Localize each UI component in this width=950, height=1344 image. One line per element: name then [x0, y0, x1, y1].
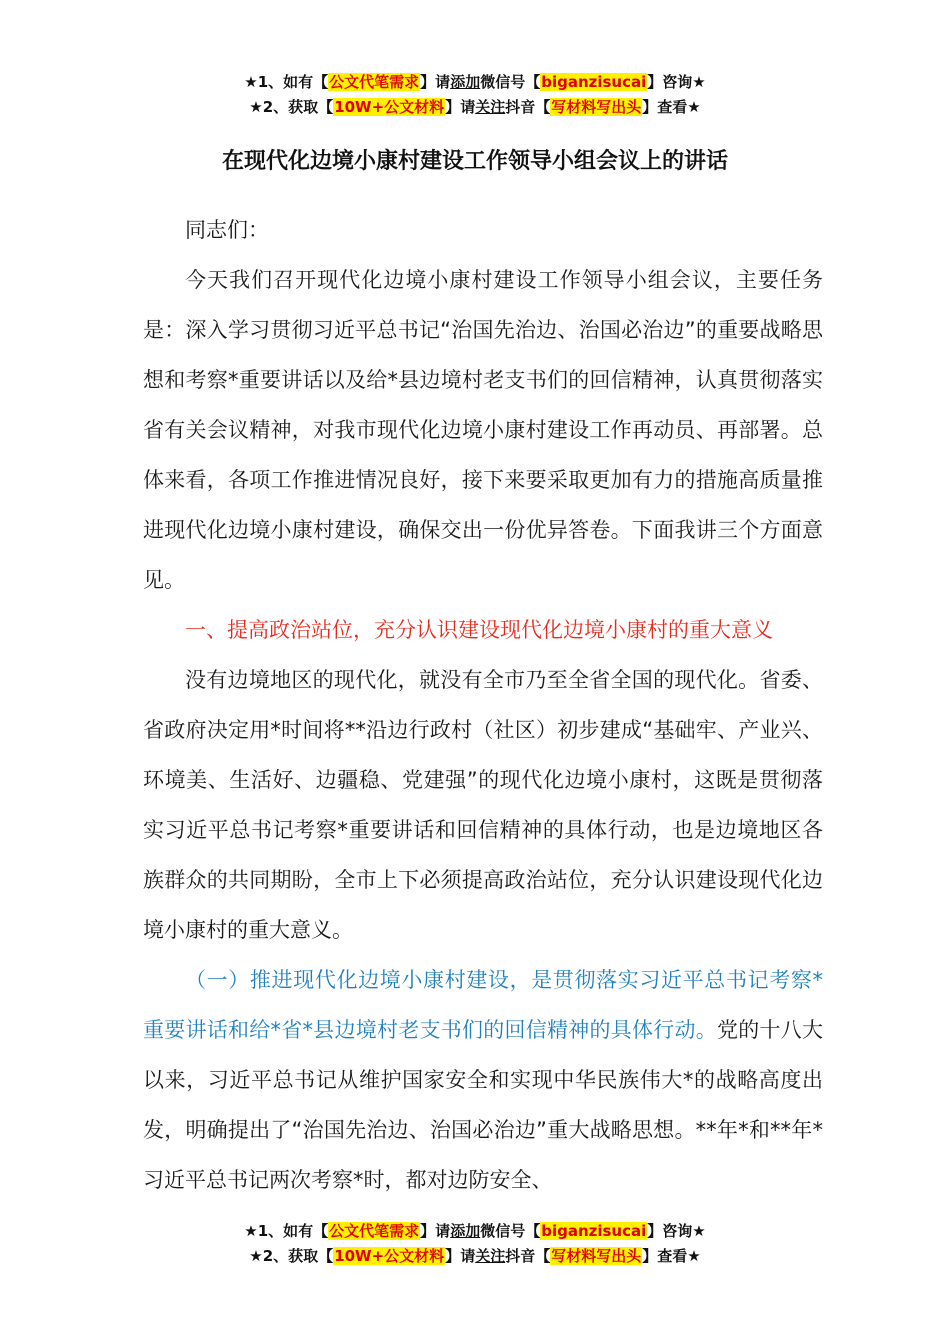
banner-line-1: ★1、如有【公文代笔需求】请添加微信号【biganzisucai】咨询★: [244, 1222, 706, 1240]
banner-line-2: ★2、获取【10W+公文材料】请关注抖音【写材料写出头】查看★: [249, 1247, 701, 1265]
banner-line-2: ★2、获取【10W+公文材料】请关注抖音【写材料写出头】查看★: [249, 98, 701, 116]
bottom-banner: [0, 1219, 950, 1269]
intro-paragraph: 今天我们召开现代化边境小康村建设工作领导小组会议，主要任务是：深入学习贯彻习近平总书记“治国先治边、治国必治边”的重要战略思想和考察*重要讲话以及给*县边境村老支书们的回信精神，认真贯彻落实省有关会议精神，对我市现代化边境小康村建设工作再动员、再部署。总体来看，各项工作推进情况良好，接下来要采取更加有力的措施高质量推进现代化边境小康村建设，确保交出一份优异答卷。下面我讲三个方面意见。: [143, 268, 823, 592]
highlight-wechat-id: biganzisucai: [541, 73, 647, 91]
banner-line-1: ★1、如有【公文代笔需求】请添加微信号【biganzisucai】咨询★: [244, 73, 706, 91]
highlight-service: 公文代笔需求: [329, 73, 420, 91]
subsection-1-heading: （一）推进现代化边境小康村建设，是贯彻落实习近平总书记考察*重要讲话和给*省*县边境村老支书们的回信精神的具体行动。: [143, 968, 823, 1042]
salutation: 同志们：: [185, 218, 269, 242]
subsection-1-text: 党的十八大以来，习近平总书记从维护国家安全和实现中华民族伟大*的战略高度出发，明确提出了“治国先治边、治国必治边”重大战略思想。**年*和**年*习近平总书记两次考察*时，都对边防安全、: [143, 1018, 823, 1192]
highlight-materials: 10W+公文材料: [334, 1247, 445, 1265]
document-body: [143, 205, 823, 1205]
document-title: 在现代化边境小康村建设工作领导小组会议上的讲话: [221, 149, 728, 174]
section-1-heading: 一、提高政治站位，充分认识建设现代化边境小康村的重大意义: [185, 618, 773, 642]
top-banner: [0, 70, 950, 120]
highlight-douyin: 写材料写出头: [551, 98, 642, 116]
highlight-douyin: 写材料写出头: [551, 1247, 642, 1265]
highlight-materials: 10W+公文材料: [334, 98, 445, 116]
section-1-paragraph: 没有边境地区的现代化，就没有全市乃至全省全国的现代化。省委、省政府决定用*时间将**沿边行政村（社区）初步建成“基础牢、产业兴、环境美、生活好、边疆稳、党建强”的现代化边境小康村，这既是贯彻落实习近平总书记考察*重要讲话和回信精神的具体行动，也是边境地区各族群众的共同期盼，全市上下必须提高政治站位，充分认识建设现代化边境小康村的重大意义。: [143, 668, 823, 942]
highlight-wechat-id: biganzisucai: [541, 1222, 647, 1240]
subsection-1-paragraph: [143, 955, 823, 1205]
highlight-service: 公文代笔需求: [329, 1222, 420, 1240]
